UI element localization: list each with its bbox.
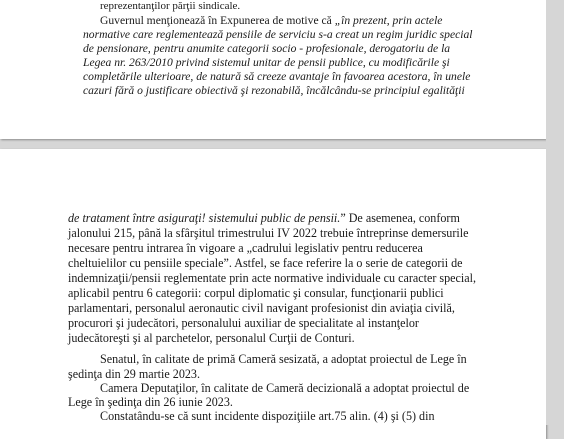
quote-line: completările ulterioare, de natură să creeze avantaje în favoarea acestora, în unele [83,70,471,83]
quote-line: normative care reglementează pensiile de serviciu s-a creat un regim juridic special [83,28,473,41]
quote-line: de pensionare, pentru anumite categorii socio - profesionale, derogatoriu de la [83,42,451,55]
quote-span: de tratament între asiguraţi! sistemului public de pensii. [68,211,341,225]
quote-span: „în prezent, prin actele [334,14,443,27]
quote-line: Legea nr. 263/2010 privind sistemul unitar de pensii publice, cu modificările şi [83,56,450,69]
text-line [68,211,460,225]
text-line: reprezentanţilor părţii sindicale. [100,0,241,12]
text-line: aplicabil pentru 6 categorii: corpul diplomatic şi consular, funcţionarii publici [68,286,444,300]
text-line: judecătoreşti şi al parchetelor, personalul Curţii de Conturi. [68,331,355,345]
quote-line: cazuri fără o justificare obiectivă şi rezonabilă, încălcându-se principiul egalităţii [83,84,465,97]
text-line: şedinţa din 29 martie 2023. [68,367,200,381]
text-line: Senatul, în calitate de primă Cameră sesizată, a adoptat proiectul de Lege în [100,352,467,366]
text-line [100,14,442,28]
document-page-top [0,0,546,139]
text-line: Lege în şedinţa din 26 iunie 2023. [68,395,233,409]
document-page-bottom [0,149,546,439]
viewer-scrollbar-track[interactable] [546,0,564,425]
text-line: necesare pentru intrarea în vigoare a „cadrului legislativ pentru reducerea [68,241,423,255]
text-line: Camera Deputaţilor, în calitate de Cameră decizională a adoptat proiectul de [100,381,470,395]
text-line: Constatându-se că sunt incidente dispoziţiile art.75 alin. (4) şi (5) din [100,409,435,423]
text-span: ” De asemenea, conform [340,211,460,225]
text-line: indemnizaţii/pensii reglementate prin acte normative individuale cu caracter special, [68,271,476,285]
text-line: cheltuielilor cu pensiile speciale”. Astfel, se face referire la o serie de categorii de [68,256,463,270]
text-line: parlamentari, personalul aeronautic civil navigant profesionist din aviaţia civilă, [68,301,455,315]
text-line: jalonului 215, până la sfârşitul trimestrului IV 2022 trebuie întreprinse demersurile [68,226,469,240]
text-span: Guvernul menţionează în Expunerea de motive că [100,14,335,27]
text-line: procurori şi judecători, personalului auxiliar de specialitate al instanţelor [68,316,419,330]
